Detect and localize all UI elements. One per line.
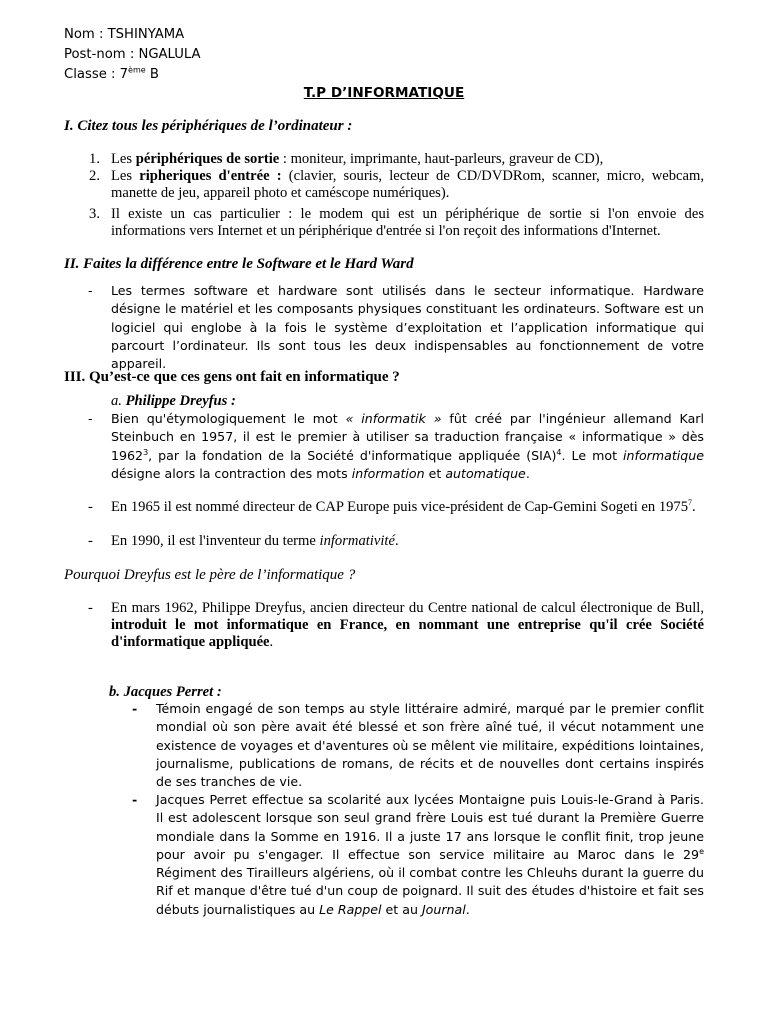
perret-item-1: Témoin engagé de son temps au style littéraire admiré, marqué par le premier conflit mondial où son père avait été blessé et son frère aîné tué, il vécut notamment une existence de voyages et d'aventures où se mêlent vie militaire, expéditions lointaines, journalisme, publications de romans, de récits et de nouvelles dont certains inspirés de ses tranches de vie. bbox=[156, 701, 704, 790]
list-number: 1. bbox=[89, 151, 100, 167]
bullet-dash: - bbox=[88, 283, 93, 298]
dreyfus-item-1: Bien qu'étymologiquement le mot « informatik » fût créé par l'ingénieur allemand Karl Steinbuch en 1957, il est le premier à utiliser sa traduction française « informatique » dès 1962$^3$, par la fondation de la Société d'informatique appliquée (SIA)$^4$. Le mot informatique désigne alors la contraction des mots information et automatique. bbox=[111, 411, 704, 481]
perret-item-2: Jacques Perret effectue sa scolarité aux lycées Montaigne puis Louis-le-Grand à Paris. Il est adolescent lorsque son seul grand frère Louis est tué durant la Première Guerre mondiale dans la Somme en 1916. Il a juste 17 ans lorsque le conflit finit, trop jeune pour avoir pu s'engager. Il effectue son service militaire au Maroc dans le 29e Régiment des Tirailleurs algériens, où il combat contre les Chleuhs durant la guerre du Rif et manque d'être tué d'un coup de poignard. Il suit des études d'histoire et fait ses débuts journalistiques au Le Rappel et au Journal. bbox=[156, 792, 704, 917]
student-classe: Classe : 7ème B bbox=[64, 65, 159, 82]
question-2-heading: II. Faites la différence entre le Software et le Hard Ward bbox=[64, 256, 414, 272]
student-postnom: Post-nom : NGALULA bbox=[64, 47, 201, 62]
student-nom: Nom : TSHINYAMA bbox=[64, 27, 185, 42]
bullet-dash: - bbox=[88, 600, 93, 616]
question-1-heading: I. Citez tous les périphériques de l’ordinateur : bbox=[64, 118, 353, 134]
bullet-dash: - bbox=[132, 701, 138, 716]
question-2-answer: Les termes software et hardware sont utilisés dans le secteur informatique. Hardware désigne le matériel et les composants physiques constituant les ordinateurs. Software est un logiciel qui englobe à la fois le système d’exploitation et l’application informatique qui parcourt l’ordinateur. Ils sont tous les deux indispensables au fonctionnement de votre appareil. bbox=[111, 283, 704, 372]
page-title: T.P D’INFORMATIQUE bbox=[303, 85, 465, 101]
list-item: Les périphériques de sortie : moniteur, imprimante, haut-parleurs, graveur de CD), bbox=[111, 151, 604, 167]
bullet-dash: - bbox=[132, 792, 138, 807]
list-item: Il existe un cas particulier : le modem qui est un périphérique de sortie si l'on envoie des informations vers Internet et un périphérique d'entrée si l'on reçoit des informations d'Internet. bbox=[111, 206, 704, 239]
bullet-dash: - bbox=[88, 411, 93, 426]
why-dreyfus-heading: Pourquoi Dreyfus est le père de l’informatique ? bbox=[64, 567, 356, 583]
why-dreyfus-answer: En mars 1962, Philippe Dreyfus, ancien directeur du Centre national de calcul électronique de Bull, introduit le mot informatique en France, en nommant une entreprise qu'il crée Société d'informatique appliquée. bbox=[111, 600, 704, 650]
list-number: 2. bbox=[89, 168, 100, 184]
subheading-philippe-dreyfus: a. Philippe Dreyfus : bbox=[111, 393, 236, 409]
list-item: Les ripheriques d'entrée : (clavier, souris, lecteur de CD/DVDRom, scanner, micro, webcam, manette de jeu, appareil photo et caméscope numériques). bbox=[111, 168, 704, 201]
dreyfus-item-3: En 1990, il est l'inventeur du terme informativité. bbox=[111, 533, 399, 549]
student-header bbox=[64, 25, 201, 85]
bullet-dash: - bbox=[88, 533, 93, 549]
dreyfus-item-2: En 1965 il est nommé directeur de CAP Europe puis vice-président de Cap-Gemini Sogeti en 1975$^7$. bbox=[111, 498, 696, 515]
list-number: 3. bbox=[89, 206, 100, 222]
bullet-dash: - bbox=[88, 499, 93, 515]
subheading-jacques-perret: b. Jacques Perret : bbox=[109, 684, 222, 700]
question-3-heading: III. Qu’est-ce que ces gens ont fait en informatique ? bbox=[64, 369, 400, 385]
